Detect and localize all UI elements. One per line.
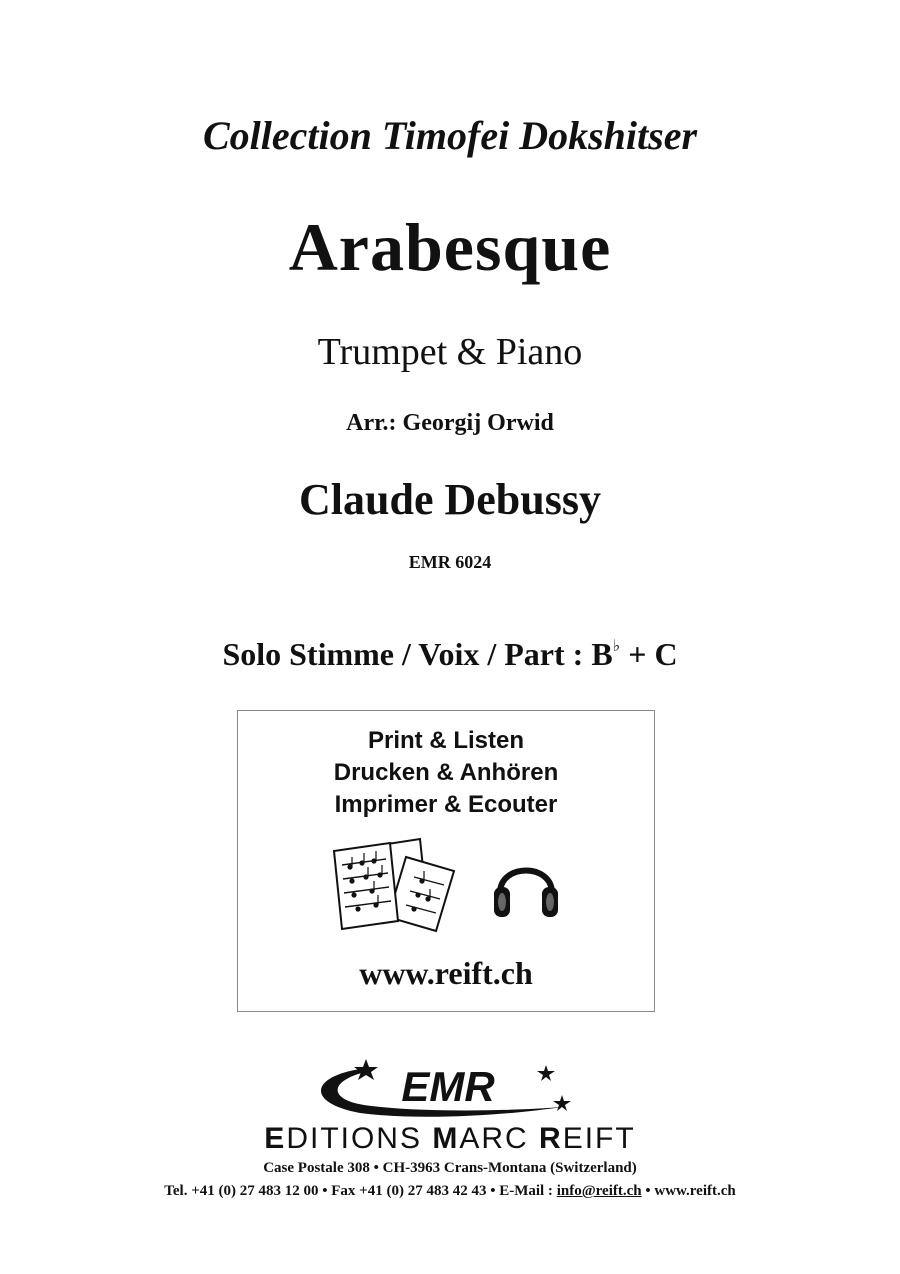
emr-logo (300, 1055, 590, 1127)
publisher-word-ditions: DITIONS (286, 1122, 433, 1155)
sheet-music-icon (328, 837, 458, 933)
publisher-contact (0, 1183, 900, 1200)
part-suffix: + C (620, 636, 678, 672)
contact-phone-fax: Tel. +41 (0) 27 483 12 00 • Fax +41 (0) 27 483 42 43 • E-Mail : (164, 1183, 557, 1199)
email-link[interactable]: info@reift.ch (556, 1183, 642, 1199)
publisher-address: Case Postale 308 • CH-3963 Crans-Montana (Switzerland) (263, 1160, 637, 1176)
work-title: Arabesque (288, 209, 612, 285)
contact-website: • www.reift.ch (641, 1183, 736, 1199)
publisher-initial-m: M (432, 1122, 460, 1155)
promo-website: www.reift.ch (359, 955, 533, 991)
instrumentation: Trumpet & Piano (317, 331, 583, 373)
print-listen-box (237, 710, 655, 1012)
catalog-number: EMR 6024 (408, 552, 492, 572)
promo-line-french: Imprimer & Ecouter (334, 791, 558, 818)
part-prefix: Solo Stimme / Voix / Part : B (222, 636, 613, 672)
composer-name: Claude Debussy (299, 475, 601, 524)
promo-line-german: Drucken & Anhören (333, 759, 559, 786)
publisher-word-eift: EIFT (562, 1122, 636, 1155)
publisher-word-arc: ARC (459, 1122, 540, 1155)
headphones-icon (490, 851, 562, 923)
part-designation (0, 636, 900, 673)
flat-sign: ♭ (612, 638, 621, 655)
arranger-credit: Arr.: Georgij Orwid (346, 410, 554, 436)
publisher-initial-r: R (539, 1122, 563, 1155)
promo-line-english: Print & Listen (367, 727, 524, 754)
publisher-name (0, 1122, 900, 1156)
emr-logo-text: EMR (401, 1063, 495, 1110)
collection-title: Collection Timofei Dokshitser (202, 113, 698, 158)
publisher-initial-e: E (264, 1122, 287, 1155)
